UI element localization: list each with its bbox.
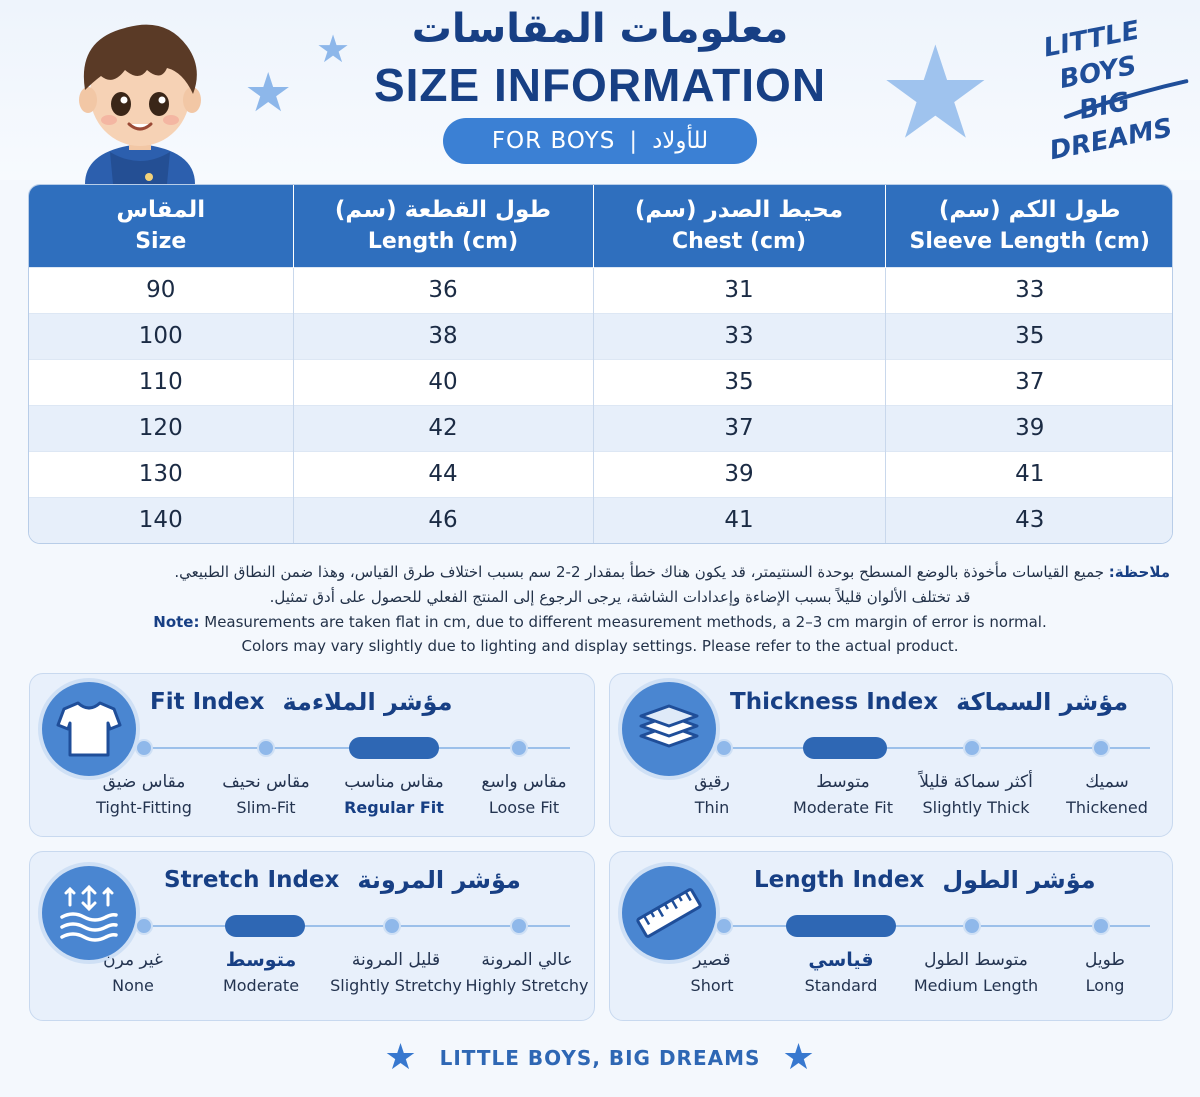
table-cell: 31 — [593, 267, 885, 313]
column-header-length: طول القطعة (سم) Length (cm) — [293, 185, 593, 267]
length-option-selected: قياسي Standard — [804, 949, 878, 995]
page-title-arabic: معلومات المقاسات — [411, 6, 789, 52]
length-index-marker — [715, 917, 733, 935]
note-arabic-line-1: ملاحظة: جميع القياسات مأخوذة بالوضع المسطح بوحدة السنتيمتر، قد يكون هناك خطأ بمقدار 2-2 سم بسبب اختلاف طرق القياس، وهذا ضمن النطاق الطبيعي. — [174, 563, 1170, 581]
thickness-index-marker — [1092, 739, 1110, 757]
fit-option: مقاس ضيق Tight-Fitting — [96, 772, 192, 817]
fit-index-card — [29, 673, 595, 837]
size-table — [28, 184, 1173, 544]
stretch-index-title: Stretch Index مؤشر المرونة — [164, 866, 521, 894]
table-cell: 33 — [885, 267, 1173, 313]
thickness-option: سميك Thickened — [1066, 772, 1148, 817]
fabric-layers-icon — [622, 682, 716, 776]
stretch-index-track — [144, 925, 570, 927]
measurement-notes — [30, 560, 1170, 658]
page-title: SIZE INFORMATION — [373, 59, 827, 111]
note-label-arabic: ملاحظة: — [1108, 563, 1170, 581]
table-cell: 37 — [593, 405, 885, 451]
audience-label-ar: للأولاد — [652, 128, 709, 154]
length-option: متوسط الطول Medium Length — [913, 950, 1039, 995]
note-english-line-1: Note: Measurements are taken flat in cm, due to different measurement methods, a 2–3 cm margin of error is normal. — [153, 613, 1047, 631]
length-index-marker — [1092, 917, 1110, 935]
footer-text: LITTLE BOYS, BIG DREAMS — [439, 1046, 761, 1070]
table-header-row — [29, 185, 1173, 267]
star-icon: ★ — [316, 27, 351, 71]
table-cell: 110 — [29, 359, 293, 405]
fit-option-selected: مقاس مناسب Regular Fit — [344, 772, 444, 817]
stretch-index-card — [29, 851, 595, 1021]
table-cell: 43 — [885, 497, 1173, 543]
column-header-sleeve: طول الكم (سم) Sleeve Length (cm) — [885, 185, 1173, 267]
fit-index-title: Fit Index مؤشر الملاءمة — [150, 688, 453, 716]
table-row — [29, 267, 1173, 313]
stretch-option: قليل المرونة Slightly Stretchy — [330, 950, 462, 995]
fit-option: مقاس واسع Loose Fit — [481, 772, 567, 817]
footer-tagline — [0, 1038, 1200, 1078]
table-cell: 38 — [293, 313, 593, 359]
thickness-index-selected-marker — [803, 737, 887, 759]
star-icon: ★ — [878, 19, 993, 168]
fit-index-marker — [257, 739, 275, 757]
stretch-option: غير مرن None — [103, 950, 163, 995]
stretch-waves-icon — [42, 866, 136, 960]
thickness-option: رقيق Thin — [694, 772, 730, 817]
note-arabic-line-2: قد تختلف الألوان قليلاً بسبب الإضاءة وإعدادات الشاشة، يرجى الرجوع إلى المنتج الفعلي للحصول على أدق تمثيل. — [269, 588, 971, 606]
ruler-icon — [622, 866, 716, 960]
audience-label-en: FOR BOYS — [491, 128, 616, 154]
stretch-index-marker — [135, 917, 153, 935]
length-option: قصير Short — [690, 950, 734, 995]
table-cell: 130 — [29, 451, 293, 497]
table-cell: 120 — [29, 405, 293, 451]
note-english-line-2: Colors may vary slightly due to lighting and display settings. Please refer to the actual product. — [241, 637, 959, 655]
column-header-size: المقاس Size — [29, 185, 293, 267]
fit-index-marker — [135, 739, 153, 757]
table-cell: 35 — [593, 359, 885, 405]
star-icon: ★ — [384, 1037, 418, 1078]
length-index-card — [609, 851, 1173, 1021]
star-icon: ★ — [244, 61, 293, 124]
fit-index-marker — [510, 739, 528, 757]
table-cell: 37 — [885, 359, 1173, 405]
boy-illustration — [55, 12, 225, 184]
thickness-option: أكثر سماكة قليلاً Slightly Thick — [919, 772, 1033, 817]
thickness-index-marker — [963, 739, 981, 757]
table-cell: 33 — [593, 313, 885, 359]
thickness-index-card — [609, 673, 1173, 837]
note-label-english: Note: — [153, 613, 200, 631]
stretch-index-marker — [383, 917, 401, 935]
table-cell: 36 — [293, 267, 593, 313]
table-cell: 140 — [29, 497, 293, 543]
length-option: طويل Long — [1085, 950, 1125, 995]
table-row — [29, 359, 1173, 405]
thickness-option-selected: متوسط Moderate Fit — [793, 772, 893, 817]
table-row — [29, 313, 1173, 359]
table-cell: 39 — [593, 451, 885, 497]
table-cell: 40 — [293, 359, 593, 405]
audience-separator: | — [629, 128, 639, 154]
star-icon: ★ — [782, 1037, 816, 1078]
table-row — [29, 405, 1173, 451]
table-cell: 39 — [885, 405, 1173, 451]
table-cell: 100 — [29, 313, 293, 359]
table-row — [29, 497, 1173, 543]
table-cell: 46 — [293, 497, 593, 543]
audience-badge — [443, 118, 757, 164]
table-row — [29, 451, 1173, 497]
thickness-index-title: Thickness Index مؤشر السماكة — [730, 688, 1129, 716]
thickness-index-marker — [715, 739, 733, 757]
table-cell: 42 — [293, 405, 593, 451]
stretch-option-selected: متوسط Moderate — [222, 949, 300, 995]
fit-index-selected-marker — [349, 737, 439, 759]
length-index-marker — [963, 917, 981, 935]
brand-line-2: BIG DREAMS — [1047, 86, 1175, 167]
thickness-index-track — [724, 747, 1150, 749]
column-header-chest: محيط الصدر (سم) Chest (cm) — [593, 185, 885, 267]
length-index-selected-marker — [786, 915, 896, 937]
table-cell: 35 — [885, 313, 1173, 359]
table-cell: 90 — [29, 267, 293, 313]
brand-line-1: LITTLE BOYS — [1041, 15, 1142, 96]
table-cell: 41 — [885, 451, 1173, 497]
fit-option: مقاس نحيف Slim-Fit — [222, 772, 310, 817]
table-cell: 41 — [593, 497, 885, 543]
stretch-option: عالي المرونة Highly Stretchy — [465, 950, 589, 995]
table-cell: 44 — [293, 451, 593, 497]
tshirt-icon — [42, 682, 136, 776]
length-index-title: Length Index مؤشر الطول — [754, 866, 1096, 894]
stretch-index-marker — [510, 917, 528, 935]
stretch-index-selected-marker — [225, 915, 305, 937]
